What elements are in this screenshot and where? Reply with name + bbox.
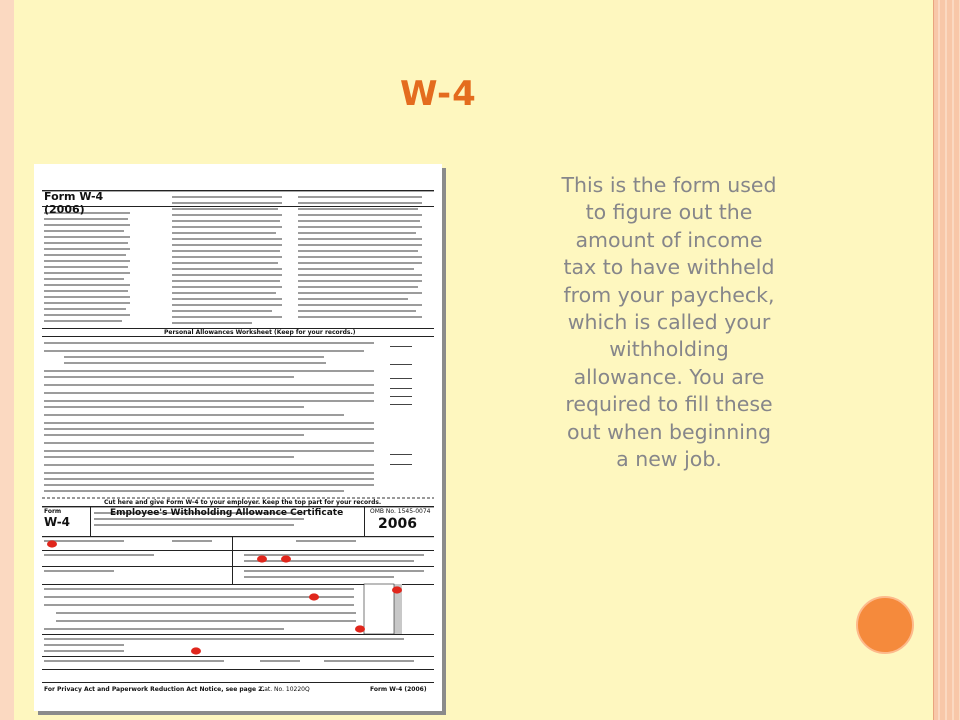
slide-left-border <box>0 0 14 720</box>
form-year: 2006 <box>378 516 417 532</box>
certificate-title: Employee's Withholding Allowance Certificate <box>110 508 344 518</box>
slide-title: W-4 <box>400 74 477 114</box>
form-label: Form <box>44 508 62 515</box>
cut-line-text: Cut here and give Form W-4 to your employer. Keep the top part for your records. <box>104 499 382 506</box>
right-edge-stripe <box>933 0 960 720</box>
footer-cat: Cat. No. 10220Q <box>260 686 310 693</box>
worksheet-title: Personal Allowances Worksheet (Keep for your records.) <box>164 329 356 336</box>
slide-body-text: This is the form used to figure out the amount of income tax to have withheld from your paycheck, which is called your withholding allowance. You are required to fill these out when beginning a new job. <box>561 173 777 472</box>
stripe-divider <box>933 0 934 720</box>
form-graphic <box>34 164 442 711</box>
form-number: W-4 <box>44 515 71 529</box>
footer-privacy: For Privacy Act and Paperwork Reduction Act Notice, see page 2. <box>44 686 265 693</box>
form-title: Form W-4 (2006) <box>44 190 104 216</box>
w4-form-image <box>34 164 442 711</box>
omb-number: OMB No. 1545-0074 <box>370 508 431 515</box>
footer-form: Form W-4 (2006) <box>370 686 427 693</box>
decorative-orange-circle <box>856 596 914 654</box>
